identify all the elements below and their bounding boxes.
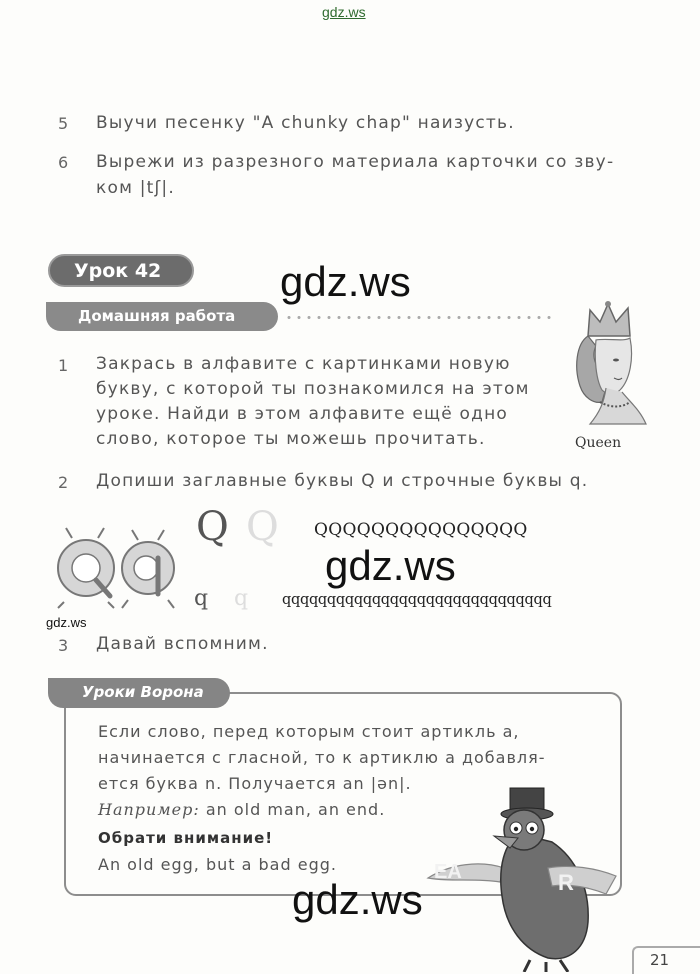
watermark-large-2: gdz.ws <box>325 542 456 589</box>
lowercase-q-row[interactable]: qqqqqqqqqqqqqqqqqqqqqqqqqqqqqq <box>282 592 552 608</box>
svg-text:R: R <box>558 870 574 895</box>
letter-q-characters-illustration <box>50 524 180 610</box>
homework-label: Домашняя работа <box>78 307 236 325</box>
watermark-large-3: gdz.ws <box>292 876 423 923</box>
lesson-title-badge <box>48 254 194 287</box>
watermark-top[interactable]: gdz.ws <box>322 4 366 20</box>
page-number-box <box>632 946 700 974</box>
task-1-line3: уроке. Найди в этом алфавите ещё одно <box>96 404 508 424</box>
task-5-number: 5 <box>58 114 69 133</box>
watermark-large-1: gdz.ws <box>280 258 411 305</box>
task-1-number: 1 <box>58 356 69 375</box>
attention-label: Обрати внимание! <box>98 829 274 847</box>
homework-tab <box>46 302 278 331</box>
task-3-text: Давай вспомним. <box>96 634 269 654</box>
sample-uppercase-q: Q <box>196 504 229 550</box>
task-6-line1: Вырежи из разрезного материала карточки со зву- <box>96 152 615 172</box>
rule-line3: ется буква n. Получается an |ən|. <box>98 774 412 793</box>
rule-line1: Если слово, перед которым стоит артикль a, <box>98 722 520 741</box>
task-1-line4: слово, которое ты можешь прочитать. <box>96 429 486 449</box>
dotted-divider <box>284 316 556 319</box>
uppercase-q-row[interactable]: QQQQQQQQQQQQQQQ <box>314 520 528 540</box>
contrast-example: An old egg, but a bad egg. <box>98 855 337 874</box>
task-5-text: Выучи песенку "A chunky chap" наизусть. <box>96 113 515 133</box>
trace-uppercase-q: Q <box>246 504 279 550</box>
crow-illustration <box>420 778 620 972</box>
lesson-title: Урок 42 <box>74 260 162 282</box>
task-6-number: 6 <box>58 153 69 172</box>
example-text: an old man, an end. <box>205 800 386 819</box>
task-1-line1: Закрась в алфавите с картинками новую <box>96 354 511 374</box>
trace-lowercase-q: q <box>234 586 249 611</box>
page-number: 21 <box>650 951 670 969</box>
queen-caption: Queen <box>575 435 622 451</box>
crow-lessons-tab <box>48 678 230 708</box>
example-line <box>98 800 385 819</box>
watermark-small: gdz.ws <box>46 615 87 630</box>
task-1-line2: букву, с которой ты познакомился на этом <box>96 379 530 399</box>
sample-lowercase-q: q <box>194 586 209 611</box>
example-label: Например: <box>98 800 200 819</box>
task-6-line2: ком |tʃ|. <box>96 178 175 198</box>
task-2-text: Допиши заглавные буквы Q и строчные буквы q. <box>96 471 589 491</box>
crow-lessons-title: Уроки Ворона <box>82 683 204 701</box>
queen-illustration <box>560 298 650 432</box>
task-2-number: 2 <box>58 473 69 492</box>
rule-line2: начинается с гласной, то к артиклю a добавля- <box>98 748 546 767</box>
svg-text:EA: EA <box>434 861 462 883</box>
task-3-number: 3 <box>58 636 69 655</box>
